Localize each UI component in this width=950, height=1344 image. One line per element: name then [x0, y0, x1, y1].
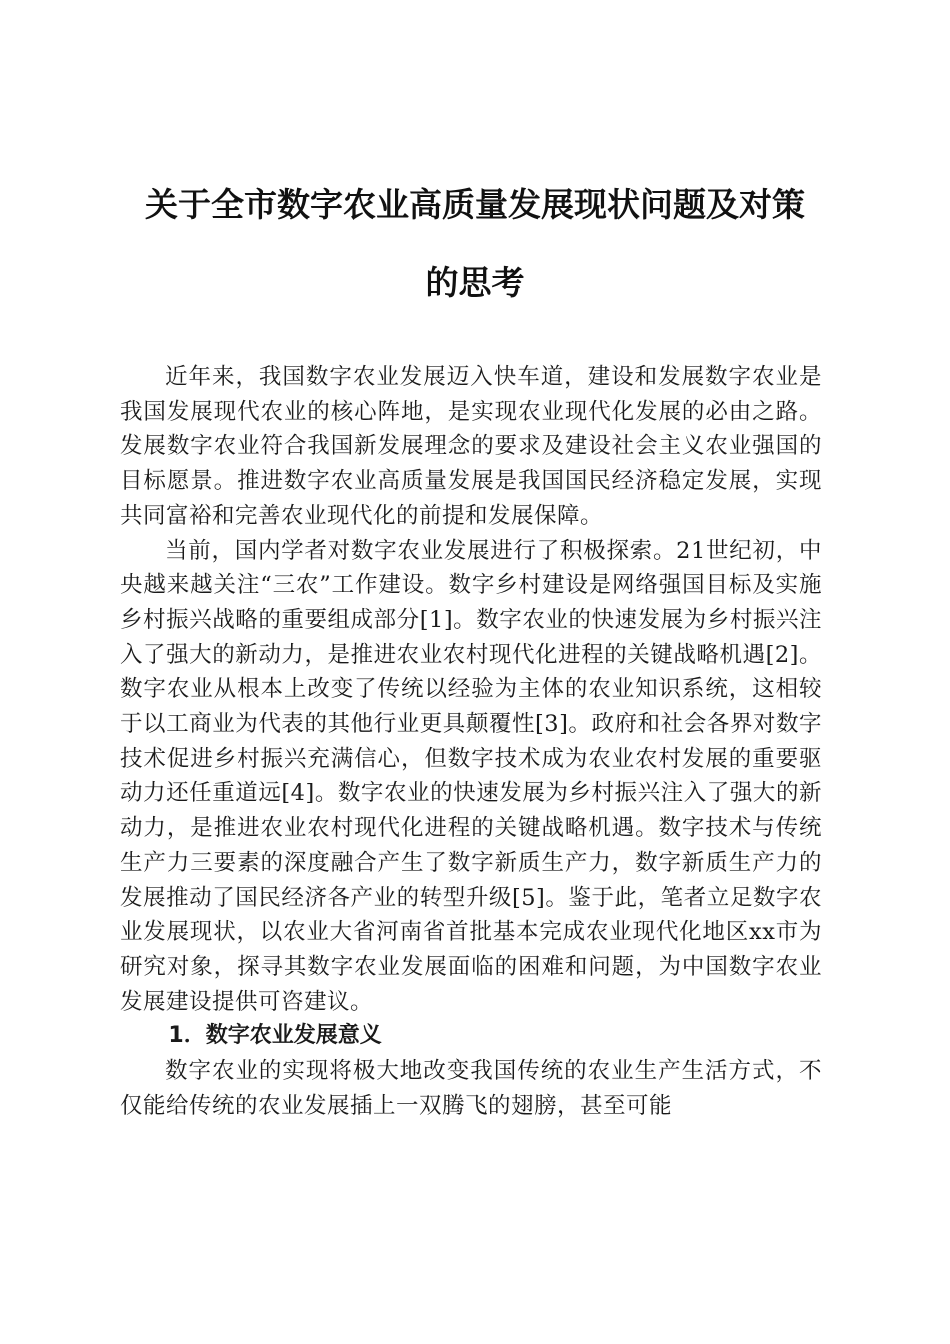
- document-body: [120, 360, 822, 1123]
- document-title-line-2: 的思考: [425, 263, 525, 302]
- section-paragraph: 数字农业的实现将极大地改变我国传统的农业生产生活方式，不仅能给传统的农业发展插上一双腾飞的翅膀，甚至可能: [120, 1058, 822, 1119]
- document-title: [100, 166, 850, 322]
- background-paragraph: 当前，国内学者对数字农业发展进行了积极探索。21世纪初，中央越来越关注“三农”工作建设。数字乡村建设是网络强国目标及实施乡村振兴战略的重要组成部分[1]。数字农业的快速发展为乡村振兴注入了强大的新动力，是推进农业农村现代化进程的关键战略机遇[2]。数字农业从根本上改变了传统以经验为主体的农业知识系统，这相较于以工商业为代表的其他行业更具颠覆性[3]。政府和社会各界对数字技术促进乡村振兴充满信心，但数字技术成为农业农村发展的重要驱动力还任重道远[4]。数字农业的快速发展为乡村振兴注入了强大的新动力，是推进农业农村现代化进程的关键战略机遇。数字技术与传统生产力三要素的深度融合产生了数字新质生产力，数字新质生产力的发展推动了国民经济各产业的转型升级[5]。鉴于此，笔者立足数字农业发展现状，以农业大省河南省首批基本完成农业现代化地区xx市为研究对象，探寻其数字农业发展面临的困难和问题，为中国数字农业发展建设提供可咨建议。: [120, 537, 822, 1015]
- intro-paragraph: 近年来，我国数字农业发展迈入快车道，建设和发展数字农业是我国发展现代农业的核心阵地，是实现农业现代化发展的必由之路。发展数字农业符合我国新发展理念的要求及建设社会主义农业强国的目标愿景。推进数字农业高质量发展是我国国民经济稳定发展，实现共同富裕和完善农业现代化的前提和发展保障。: [120, 364, 822, 529]
- document-title-line-1: 关于全市数字农业高质量发展现状问题及对策: [145, 185, 805, 224]
- section-heading: 1．数字农业发展意义: [168, 1023, 382, 1049]
